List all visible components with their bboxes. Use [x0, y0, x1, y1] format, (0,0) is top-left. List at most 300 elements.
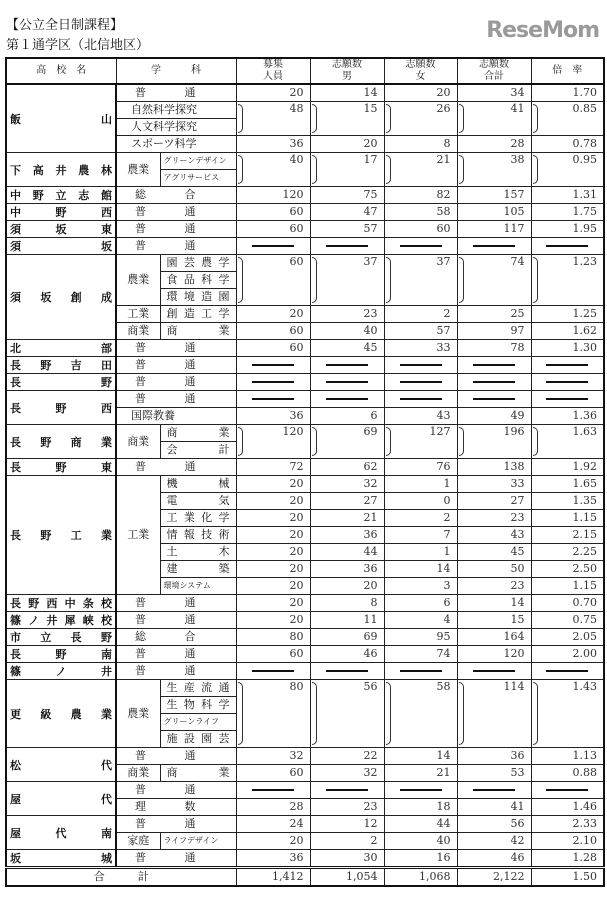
male-cell: 75 [310, 187, 384, 204]
subject-name: 普通 [116, 782, 236, 799]
female-cell [384, 663, 457, 680]
female-cell [384, 357, 457, 374]
male-cell: 22 [310, 748, 384, 765]
ratio-cell: 2.15 [531, 527, 604, 544]
capacity-cell: 120 [236, 187, 310, 204]
female-cell: 58 [384, 204, 457, 221]
male-cell: 40 [310, 323, 384, 340]
no-data-dash [546, 789, 588, 791]
no-data-dash [400, 789, 442, 791]
capacity-cell: 60 [236, 340, 310, 357]
header-total: 志願数 合計 [457, 58, 531, 84]
ratio-cell: 1.15 [531, 510, 604, 527]
no-data-dash [326, 245, 368, 247]
female-cell: 58 [384, 680, 457, 748]
table-row [6, 782, 604, 799]
table-row [6, 153, 604, 170]
ratio-cell: 0.85 [531, 102, 604, 136]
no-data-dash [252, 364, 294, 366]
school-name: 篠ノ井犀峡校 [6, 612, 116, 629]
no-data-dash [400, 245, 442, 247]
female-cell: 95 [384, 629, 457, 646]
ratio-cell: 2.33 [531, 816, 604, 833]
total-cell: 23 [457, 510, 531, 527]
total-cell: 28 [457, 136, 531, 153]
ratio-cell: 1.13 [531, 748, 604, 765]
course-category: 農業 [116, 680, 160, 748]
female-cell: 40 [384, 833, 457, 850]
subject-name: 普通 [116, 646, 236, 663]
total-total: 2,122 [457, 868, 531, 887]
ratio-cell: 1.25 [531, 306, 604, 323]
school-name: 篠ノ井 [6, 663, 116, 680]
subject-name: 普通 [116, 391, 236, 408]
total-cell: 41 [457, 799, 531, 816]
capacity-cell [236, 663, 310, 680]
capacity-cell: 60 [236, 323, 310, 340]
male-cell: 47 [310, 204, 384, 221]
female-cell: 21 [384, 765, 457, 782]
total-cell [457, 663, 531, 680]
total-cell: 105 [457, 204, 531, 221]
capacity-cell [236, 374, 310, 391]
table-row [6, 476, 604, 493]
course-category: 農業 [116, 153, 160, 187]
total-cell [457, 238, 531, 255]
male-cell: 11 [310, 612, 384, 629]
male-cell: 45 [310, 340, 384, 357]
table-row [6, 255, 604, 272]
ratio-cell: 2.00 [531, 646, 604, 663]
capacity-cell: 20 [236, 612, 310, 629]
table-row [6, 459, 604, 476]
subject-name: 普通 [116, 459, 236, 476]
subject-name: スポーツ科学 [116, 136, 236, 153]
ratio-cell [531, 391, 604, 408]
subject-name: 普通 [116, 84, 236, 102]
male-cell [310, 357, 384, 374]
female-cell: 1 [384, 476, 457, 493]
total-cell: 45 [457, 544, 531, 561]
capacity-cell: 20 [236, 84, 310, 102]
subject-name: グリーンデザイン [160, 153, 236, 170]
female-cell: 44 [384, 816, 457, 833]
male-cell: 23 [310, 306, 384, 323]
table-row [6, 221, 604, 238]
subject-name: 人文科学探究 [116, 119, 236, 136]
table-row [6, 816, 604, 833]
subject-name: 理数 [116, 799, 236, 816]
total-cell [457, 357, 531, 374]
school-name: 中野立志館 [6, 187, 116, 204]
table-row [6, 374, 604, 391]
table-row [6, 748, 604, 765]
subject-name: 普通 [116, 816, 236, 833]
female-cell [384, 782, 457, 799]
no-data-dash [546, 398, 588, 400]
total-cell: 97 [457, 323, 531, 340]
female-cell: 0 [384, 493, 457, 510]
female-cell: 2 [384, 510, 457, 527]
capacity-cell: 20 [236, 493, 310, 510]
ratio-cell: 2.25 [531, 544, 604, 561]
capacity-cell: 20 [236, 544, 310, 561]
total-cell: 15 [457, 612, 531, 629]
total-capacity: 1,412 [236, 868, 310, 887]
male-cell: 36 [310, 561, 384, 578]
ratio-cell: 1.63 [531, 425, 604, 459]
subject-name: 商業 [160, 425, 236, 442]
subject-name: 普通 [116, 748, 236, 765]
no-data-dash [473, 364, 515, 366]
subject-name: 普通 [116, 663, 236, 680]
table-row [6, 680, 604, 697]
total-cell: 53 [457, 765, 531, 782]
ratio-cell: 1.46 [531, 799, 604, 816]
capacity-cell: 80 [236, 680, 310, 748]
subject-name: 普通 [116, 238, 236, 255]
female-cell: 127 [384, 425, 457, 459]
subject-name: 普通 [116, 204, 236, 221]
capacity-cell: 60 [236, 646, 310, 663]
ratio-cell: 1.36 [531, 408, 604, 425]
total-cell: 120 [457, 646, 531, 663]
capacity-cell: 20 [236, 476, 310, 493]
male-cell: 23 [310, 799, 384, 816]
school-name: 長野 [6, 374, 116, 391]
total-cell: 23 [457, 578, 531, 595]
capacity-cell: 36 [236, 408, 310, 425]
capacity-cell: 20 [236, 595, 310, 612]
female-cell [384, 391, 457, 408]
male-cell: 8 [310, 595, 384, 612]
capacity-cell: 80 [236, 629, 310, 646]
total-cell: 56 [457, 816, 531, 833]
total-cell: 27 [457, 493, 531, 510]
ratio-cell [531, 374, 604, 391]
ratio-cell: 1.31 [531, 187, 604, 204]
female-cell: 4 [384, 612, 457, 629]
school-name: 中野西 [6, 204, 116, 221]
total-cell: 114 [457, 680, 531, 748]
no-data-dash [326, 789, 368, 791]
school-name: 更級農業 [6, 680, 116, 748]
subject-name: 総合 [116, 629, 236, 646]
total-cell [457, 391, 531, 408]
male-cell: 6 [310, 408, 384, 425]
female-cell: 16 [384, 850, 457, 868]
male-cell: 37 [310, 255, 384, 306]
no-data-dash [400, 670, 442, 672]
female-cell [384, 374, 457, 391]
school-name: 長野商業 [6, 425, 116, 459]
male-cell: 14 [310, 84, 384, 102]
subject-name: 普通 [116, 595, 236, 612]
female-cell: 14 [384, 561, 457, 578]
table-row [6, 612, 604, 629]
capacity-cell [236, 357, 310, 374]
male-cell: 17 [310, 153, 384, 187]
total-cell: 38 [457, 153, 531, 187]
table-row [6, 357, 604, 374]
subject-name: 普通 [116, 340, 236, 357]
table-header [6, 58, 604, 84]
no-data-dash [252, 381, 294, 383]
subject-name: 工業化学 [160, 510, 236, 527]
school-name: 須坂創成 [6, 255, 116, 340]
subject-name: 建築 [160, 561, 236, 578]
subject-name: 生物科学 [160, 697, 236, 714]
ratio-cell: 1.30 [531, 340, 604, 357]
no-data-dash [546, 364, 588, 366]
female-cell: 2 [384, 306, 457, 323]
female-cell: 60 [384, 221, 457, 238]
capacity-cell: 60 [236, 204, 310, 221]
capacity-cell: 28 [236, 799, 310, 816]
female-cell: 3 [384, 578, 457, 595]
total-male: 1,054 [310, 868, 384, 887]
ratio-cell: 1.43 [531, 680, 604, 748]
capacity-cell: 36 [236, 136, 310, 153]
no-data-dash [326, 398, 368, 400]
capacity-cell [236, 238, 310, 255]
table-row [6, 391, 604, 408]
table-row [6, 204, 604, 221]
male-cell: 32 [310, 765, 384, 782]
male-cell: 15 [310, 102, 384, 136]
ratio-cell: 1.92 [531, 459, 604, 476]
table-row [6, 850, 604, 868]
female-cell: 21 [384, 153, 457, 187]
ratio-cell [531, 357, 604, 374]
school-name: 長野西中条校 [6, 595, 116, 612]
capacity-cell: 20 [236, 527, 310, 544]
female-cell: 37 [384, 255, 457, 306]
no-data-dash [326, 381, 368, 383]
male-cell: 21 [310, 510, 384, 527]
total-cell: 157 [457, 187, 531, 204]
ratio-cell: 0.70 [531, 595, 604, 612]
no-data-dash [473, 789, 515, 791]
table-row [6, 629, 604, 646]
ratio-cell: 1.23 [531, 255, 604, 306]
female-cell: 18 [384, 799, 457, 816]
no-data-dash [546, 245, 588, 247]
total-female: 1,068 [384, 868, 457, 887]
capacity-cell: 60 [236, 765, 310, 782]
total-ratio: 1.50 [531, 868, 604, 887]
course-category: 工業 [116, 306, 160, 323]
no-data-dash [252, 670, 294, 672]
school-name: 長野吉田 [6, 357, 116, 374]
male-cell [310, 663, 384, 680]
subject-name: 商業 [160, 323, 236, 340]
male-cell [310, 391, 384, 408]
resemom-watermark: ReseMom [486, 18, 599, 43]
ratio-cell: 2.10 [531, 833, 604, 850]
no-data-dash [546, 670, 588, 672]
male-cell: 20 [310, 578, 384, 595]
school-name: 長野南 [6, 646, 116, 663]
capacity-cell: 120 [236, 425, 310, 459]
female-cell [384, 238, 457, 255]
no-data-dash [473, 398, 515, 400]
school-name: 下高井農林 [6, 153, 116, 187]
header-school-name: 高 校 名 [6, 58, 116, 84]
no-data-dash [252, 789, 294, 791]
capacity-cell [236, 391, 310, 408]
ratio-cell: 1.35 [531, 493, 604, 510]
subject-name: 会計 [160, 442, 236, 459]
female-cell: 26 [384, 102, 457, 136]
school-name: 北部 [6, 340, 116, 357]
subject-name: 食品科学 [160, 272, 236, 289]
female-cell: 14 [384, 748, 457, 765]
no-data-dash [546, 381, 588, 383]
ratio-cell: 2.50 [531, 561, 604, 578]
ratio-cell: 1.62 [531, 323, 604, 340]
total-cell: 46 [457, 850, 531, 868]
school-name: 坂城 [6, 850, 116, 868]
course-category: 商業 [116, 323, 160, 340]
ratio-cell: 0.88 [531, 765, 604, 782]
male-cell: 20 [310, 136, 384, 153]
ratio-cell: 1.70 [531, 84, 604, 102]
subject-name: ライフデザイン [160, 833, 236, 850]
school-name: 市立長野 [6, 629, 116, 646]
female-cell: 43 [384, 408, 457, 425]
capacity-cell: 40 [236, 153, 310, 187]
school-name: 須坂東 [6, 221, 116, 238]
no-data-dash [473, 245, 515, 247]
ratio-cell [531, 238, 604, 255]
course-category: 商業 [116, 425, 160, 459]
male-cell: 2 [310, 833, 384, 850]
subject-name: アグリサービス [160, 170, 236, 187]
subject-name: 情報技術 [160, 527, 236, 544]
subject-name: 施設園芸 [160, 731, 236, 748]
table-row [6, 425, 604, 442]
capacity-cell: 20 [236, 578, 310, 595]
subject-name: 機械 [160, 476, 236, 493]
ratio-cell: 2.05 [531, 629, 604, 646]
subject-name: 電気 [160, 493, 236, 510]
subject-name: 普通 [116, 612, 236, 629]
subject-name: 園芸農学 [160, 255, 236, 272]
no-data-dash [473, 670, 515, 672]
total-cell: 34 [457, 84, 531, 102]
male-cell: 27 [310, 493, 384, 510]
capacity-cell: 60 [236, 255, 310, 306]
male-cell [310, 374, 384, 391]
total-cell: 196 [457, 425, 531, 459]
no-data-dash [400, 398, 442, 400]
ratio-cell: 0.75 [531, 612, 604, 629]
school-name: 須坂 [6, 238, 116, 255]
total-cell: 117 [457, 221, 531, 238]
total-cell: 74 [457, 255, 531, 306]
subject-name: 普通 [116, 221, 236, 238]
school-name: 長野西 [6, 391, 116, 425]
total-cell: 42 [457, 833, 531, 850]
total-cell: 50 [457, 561, 531, 578]
total-cell [457, 374, 531, 391]
header-female: 志願数 女 [384, 58, 457, 84]
female-cell: 8 [384, 136, 457, 153]
subject-name: 普通 [116, 357, 236, 374]
male-cell: 12 [310, 816, 384, 833]
male-cell: 46 [310, 646, 384, 663]
no-data-dash [326, 364, 368, 366]
school-name: 松代 [6, 748, 116, 782]
total-cell: 25 [457, 306, 531, 323]
total-cell: 36 [457, 748, 531, 765]
ratio-cell: 1.28 [531, 850, 604, 868]
capacity-cell [236, 782, 310, 799]
male-cell: 32 [310, 476, 384, 493]
subject-name: 総合 [116, 187, 236, 204]
school-name: 屋代 [6, 782, 116, 816]
ratio-cell: 1.15 [531, 578, 604, 595]
total-row [6, 868, 604, 887]
female-cell: 82 [384, 187, 457, 204]
school-name: 長野工業 [6, 476, 116, 595]
no-data-dash [400, 381, 442, 383]
course-category: 家庭 [116, 833, 160, 850]
male-cell: 57 [310, 221, 384, 238]
table-row [6, 238, 604, 255]
male-cell [310, 238, 384, 255]
total-cell: 49 [457, 408, 531, 425]
total-cell: 33 [457, 476, 531, 493]
capacity-cell: 48 [236, 102, 310, 136]
female-cell: 74 [384, 646, 457, 663]
subject-name: 生産流通 [160, 680, 236, 697]
male-cell: 56 [310, 680, 384, 748]
capacity-cell: 24 [236, 816, 310, 833]
table-row [6, 187, 604, 204]
female-cell: 7 [384, 527, 457, 544]
total-cell: 14 [457, 595, 531, 612]
male-cell: 44 [310, 544, 384, 561]
male-cell: 69 [310, 629, 384, 646]
female-cell: 1 [384, 544, 457, 561]
subject-name: 創造工学 [160, 306, 236, 323]
capacity-cell: 20 [236, 306, 310, 323]
capacity-cell: 20 [236, 833, 310, 850]
no-data-dash [252, 398, 294, 400]
total-label: 合 計 [6, 868, 236, 887]
female-cell: 76 [384, 459, 457, 476]
course-title: 【公立全日制課程】 [6, 18, 124, 33]
ratio-cell: 1.75 [531, 204, 604, 221]
course-category: 商業 [116, 765, 160, 782]
course-category: 工業 [116, 476, 160, 595]
female-cell: 57 [384, 323, 457, 340]
no-data-dash [473, 381, 515, 383]
subject-name: 自然科学探究 [116, 102, 236, 119]
male-cell: 36 [310, 527, 384, 544]
ratio-cell: 0.78 [531, 136, 604, 153]
male-cell: 30 [310, 850, 384, 868]
male-cell: 69 [310, 425, 384, 459]
subject-name: 商業 [160, 765, 236, 782]
no-data-dash [252, 245, 294, 247]
female-cell: 20 [384, 84, 457, 102]
male-cell: 62 [310, 459, 384, 476]
capacity-cell: 20 [236, 510, 310, 527]
capacity-cell: 32 [236, 748, 310, 765]
